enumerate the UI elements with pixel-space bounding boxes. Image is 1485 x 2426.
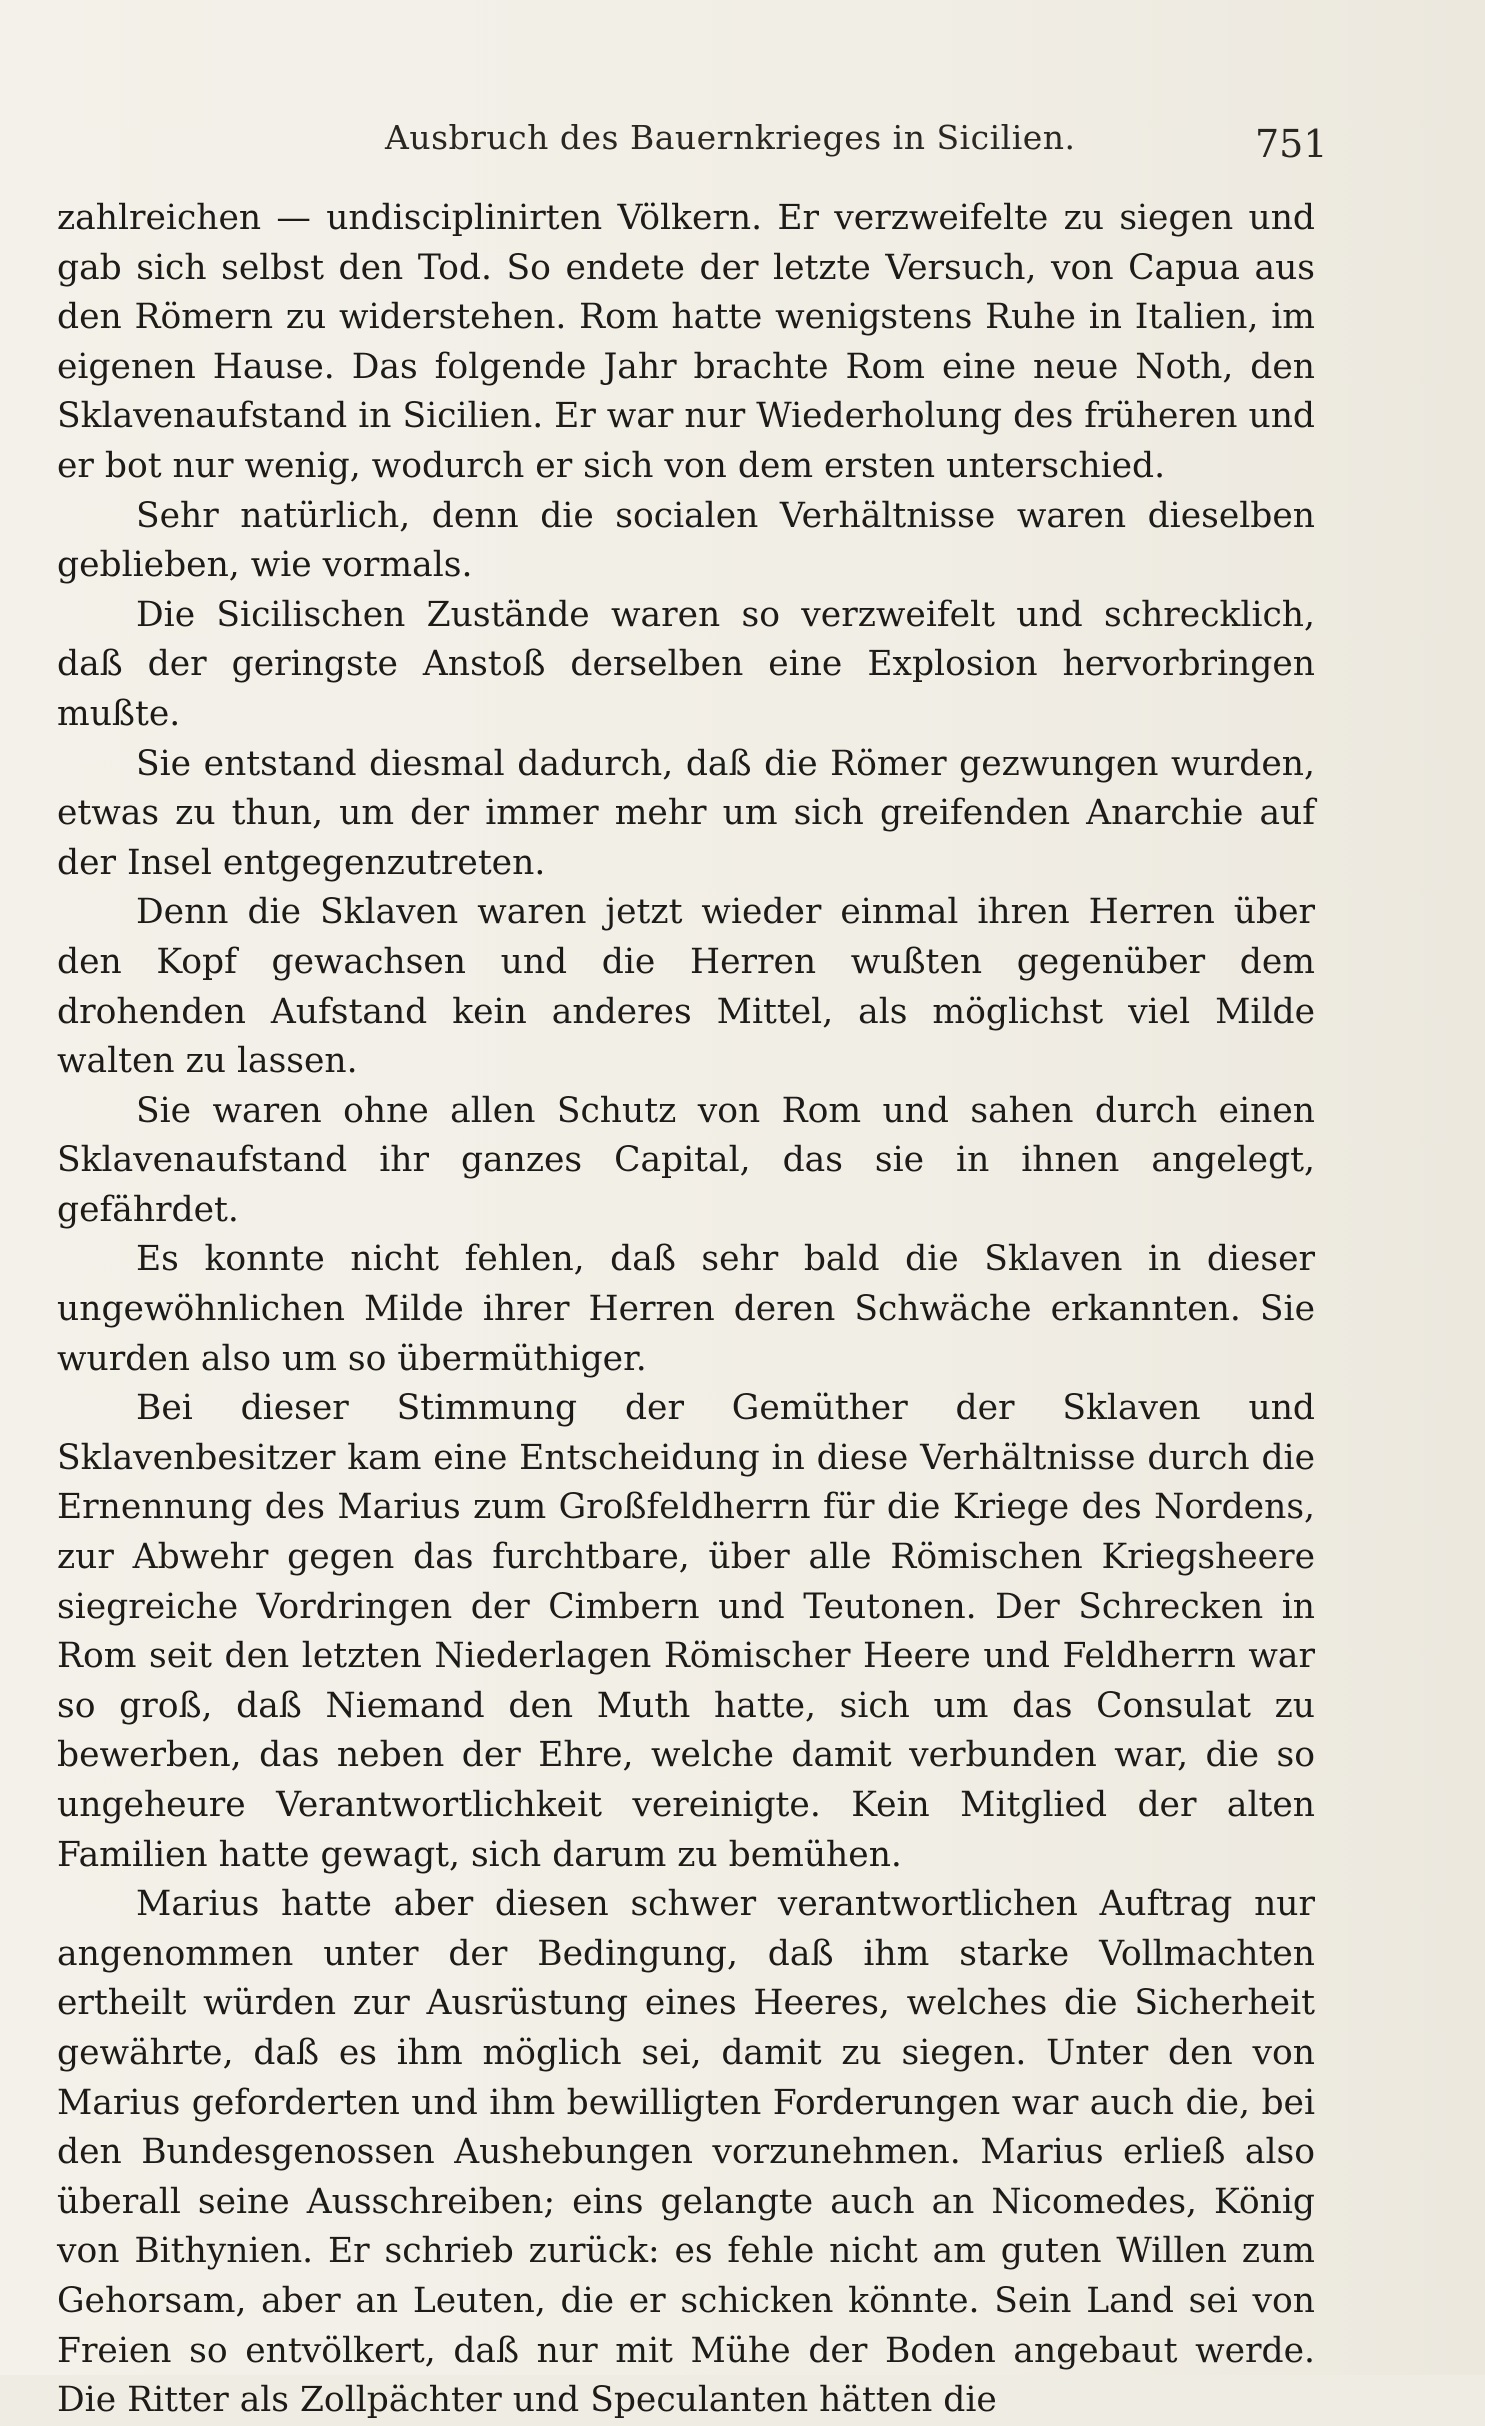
page-number: 751 [1255, 122, 1328, 166]
paragraph: Sehr natürlich, denn die socialen Verhältnisse waren dieselben geblieben, wie vormals. [57, 495, 1315, 586]
paragraph: Sie waren ohne allen Schutz von Rom und sahen durch einen Sklavenaufstand ihr ganzes Capital, das sie in ihnen angelegt, gefährdet. [57, 1090, 1315, 1230]
paragraph: Denn die Sklaven waren jetzt wieder einmal ihren Herren über den Kopf gewachsen und die Herren wußten gegenüber dem drohenden Aufstand kein anderes Mittel, als möglichst viel Milde walten zu lassen. [57, 892, 1315, 1082]
paragraph: Sie entstand diesmal dadurch, daß die Römer gezwungen wurden, etwas zu thun, um der immer mehr um sich greifenden Anarchie auf der Insel entgegenzutreten. [57, 743, 1315, 883]
paragraph: zahlreichen — undisciplinirten Völkern. Er verzweifelte zu siegen und gab sich selbst den Tod. So endete der letzte Versuch, von Capua aus den Römern zu widerstehen. Rom hatte wenigstens Ruhe in Italien, im eigenen Hause. Das folgende Jahr brachte Rom eine neue Noth, den Sklavenaufstand in Sicilien. Er war nur Wiederholung des früheren und er bot nur wenig, wodurch er sich von dem ersten unterschied. [57, 198, 1315, 486]
body-text [57, 194, 1315, 2426]
paragraph: Marius hatte aber diesen schwer verantwortlichen Auftrag nur angenommen unter der Bedingung, daß ihm starke Vollmachten ertheilt würden zur Ausrüstung eines Heeres, welches die Sicherheit gewährte, daß es ihm möglich sei, damit zu siegen. Unter den von Marius geforderten und ihm bewilligten Forderungen war auch die, bei den Bundesgenossen Aushebungen vorzunehmen. Marius erließ also überall seine Ausschreiben; eins gelangte auch an Nicomedes, König von Bithynien. Er schrieb zurück: es fehle nicht am guten Willen zum Gehorsam, aber an Leuten, die er schicken könnte. Sein Land sei von Freien so entvölkert, daß nur mit Mühe der Boden angebaut werde. Die Ritter als Zollpächter und Speculanten hätten die [57, 1884, 1315, 2421]
paragraph: Die Sicilischen Zustände waren so verzweifelt und schrecklich, daß der geringste Anstoß derselben eine Explosion hervorbringen mußte. [57, 594, 1315, 734]
running-head: Ausbruch des Bauernkrieges in Sicilien. [385, 118, 1076, 157]
paragraph: Bei dieser Stimmung der Gemüther der Sklaven und Sklavenbesitzer kam eine Entscheidung in diese Verhältnisse durch die Ernennung des Marius zum Großfeldherrn für die Kriege des Nordens, zur Abwehr gegen das furchtbare, über alle Römischen Kriegsheere siegreiche Vordringen der Cimbern und Teutonen. Der Schrecken in Rom seit den letzten Niederlagen Römischer Heere und Feldherrn war so groß, daß Niemand den Muth hatte, sich um das Consulat zu bewerben, das neben der Ehre, welche damit verbunden war, die so ungeheure Verantwortlichkeit vereinigte. Kein Mitglied der alten Familien hatte gewagt, sich darum zu bemühen. [57, 1388, 1315, 1875]
paragraph: Es konnte nicht fehlen, daß sehr bald die Sklaven in dieser ungewöhnlichen Milde ihrer Herren deren Schwäche erkannten. Sie wurden also um so übermüthiger. [57, 1239, 1315, 1379]
